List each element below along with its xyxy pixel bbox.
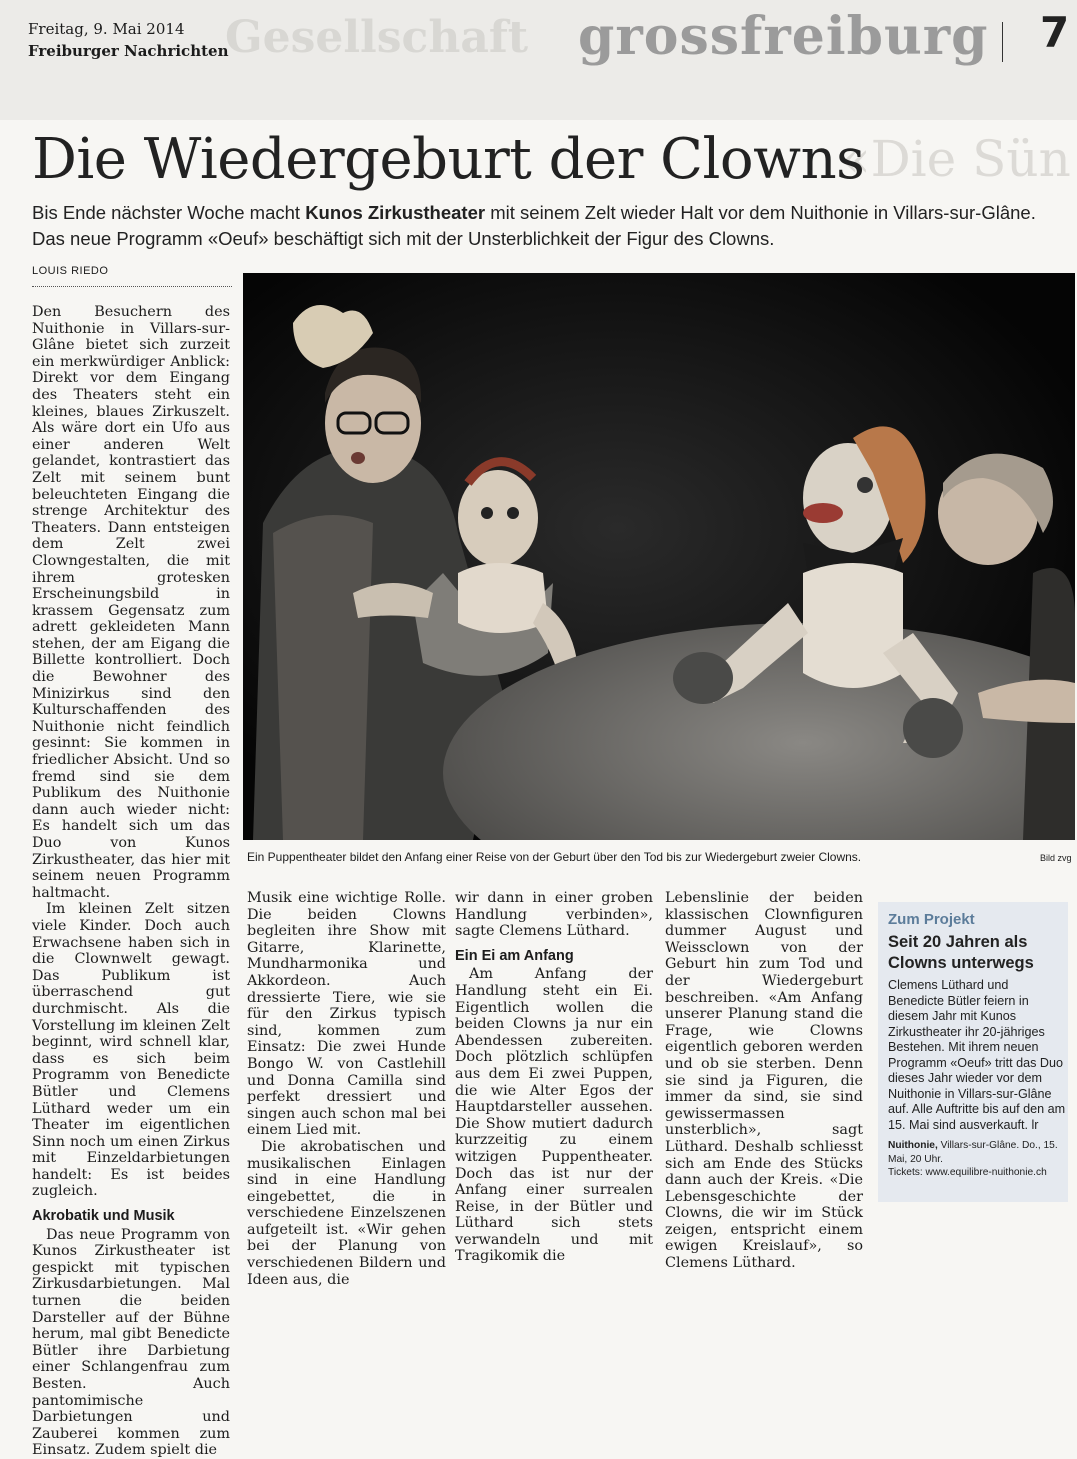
photo-credit: Bild zvg: [1040, 853, 1072, 863]
author-byline: LOUIS RIEDO: [32, 265, 109, 277]
subheading: Akrobatik und Musik: [32, 1208, 175, 1225]
paragraph: Den Besuchern des Nuithonie in Villars-sur-Glâne bietet sich zurzeit ein merkwürdiger Anblick: Direkt vor dem Eingang des Theaters steht ein kleines, blaues Zirkuszelt. Als wäre dort ein Ufo aus einer anderen Welt gelandet, kontrastiert das Zelt mit seinem bunt beleuchteten Eingang die strenge Architektur des Theaters. Dann entsteigen dem Zelt zwei Clowngestalten, die mit ihrem grotesken Erscheinungsbild in krassem Gegensatz zum adrett gekleideten Mann stehen, der am Eigang die Billette kontrolliert. Doch die Bewohner des Minizirkus sind den Kulturschaffenden des Nuithonie nicht feindlich gesinnt: Sie kommen in friedlicher Absicht. Und so fremd sind sie dem Publikum des Nuithonie dann auch wieder nicht: Es handelt sich um das Duo von Kunos Zirkustheater, das hier mit seinem neuen Programm haltmacht.: [32, 304, 230, 901]
article-column-3: [455, 890, 653, 1265]
issue-date: Freitag, 9. Mai 2014: [28, 20, 185, 38]
paragraph: Lebenslinie der beiden klassischen Clownfiguren dummer August und Weissclown von der Geburt hin zum Tod und der Wiedergeburt beschreiben. «Am Anfang unserer Planung stand die Frage, wie Clowns eigentlich geboren werden und ob sie sterben. Denn sie sind ja Figuren, die immer da sind, sie sind gewissermassen unsterblich», sagt Lüthard. Deshalb schliesst sich am Ende des Stücks dann auch der Kreis. «Die Lebensgeschichte der Clowns, die wir im Stück zeigen, entspricht einem ewigen Kreislauf», so Clemens Lüthard.: [665, 890, 863, 1272]
article-headline: Die Wiedergeburt der Clowns: [32, 127, 865, 192]
lead-highlight: Kunos Zirkustheater: [305, 202, 486, 223]
page-number: 7: [1040, 8, 1070, 57]
paragraph: Im kleinen Zelt sitzen viele Kinder. Doch auch Erwachsene haben sich in die Clownwelt gewagt. Das Publikum ist überraschend gut durchmischt. Als die Vorstellung im kleinen Zelt beginnt, wird schnell klar, dass es sich beim Programm von Benedicte Bütler und Clemens Lüthard weder um ein Theater im eigentlichen Sinn noch um einen Zirkus mit Einzeldarbietungen handelt: Es ist beides zugleich.: [32, 901, 230, 1200]
paragraph: Das neue Programm von Kunos Zirkustheater ist gespickt mit typischen Zirkusdarbietungen. Mal turnen die beiden Darsteller auf der Bühne herum, mal gibt Benedicte Bütler ihre Darbietung einer Schlangenfrau zum Besten. Auch pantomimische Darbietungen und Zauberei kommen zum Einsatz. Zudem spielt die: [32, 1226, 230, 1459]
bleed-through-text: Gesellschaft: [225, 12, 529, 63]
info-box-text: Clemens Lüthard und Benedicte Bütler feiern in diesem Jahr mit Kunos Zirkustheater ihr 20-jähriges Bestehen. Mit ihrem neuen Programm «Oeuf» tritt das Duo dieses Jahr wieder vor dem Nuithonie in Villars-sur-Glâne auf. Alle Auftritte bis auf den am 15. Mai sind ausverkauft. lr: [888, 978, 1066, 1132]
byline-rule: [32, 286, 232, 287]
photo-caption: Ein Puppentheater bildet den Anfang einer Reise von der Geburt über den Tod bis zur Wiedergeburt zweier Clowns.: [247, 850, 862, 864]
paragraph: Musik eine wichtige Rolle. Die beiden Clowns begleiten ihre Show mit Gitarre, Klarinette, Mundharmonika und Akkordeon. Auch dressierte Tiere, wie sie für den Zirkus typisch sind, kommen zum Einsatz: Die zwei Hunde Bongo W. von Castlehill und Donna Camilla sind perfekt dressiert und singen auch schon mal bei einem Lied mit.: [247, 890, 446, 1139]
newspaper-name: Freiburger Nachrichten: [28, 42, 229, 60]
paragraph: wir dann in einer groben Handlung verbinden», sagte Clemens Lüthard.: [455, 890, 653, 940]
subheading: Ein Ei am Anfang: [455, 947, 574, 964]
ticket-info: Tickets: www.equilibre-nuithonie.ch: [888, 1167, 1047, 1178]
article-photo: [243, 273, 1075, 840]
header-divider: [1002, 22, 1003, 62]
puppet-theater-photo: [243, 273, 1075, 840]
info-box-title: Seit 20 Jahren als Clowns unterwegs: [888, 933, 1034, 972]
paragraph: Am Anfang der Handlung steht ein Ei. Eigentlich wollen die beiden Clowns ja nur ein Abendessen zubereiten. Doch plötzlich schlüpfen aus dem Ei zwei Puppen, die wie Alter Egos der Hauptdarsteller aussehen. Die Show mutiert dadurch kurzzeitig zu einem witzigen Puppentheater. Doch das ist nur der Anfang einer surrealen Reise, in der Bütler und Lüthard sich stets verwandeln und mit Tragikomik die: [455, 966, 653, 1265]
event-details: Nuithonie, Villars-sur-Glâne. Do., 15. Mai, 20 Uhr. Tickets: www.equilibre-nuithonie.ch: [888, 1140, 1058, 1178]
info-box: [878, 902, 1068, 1202]
section-title: grossfreiburg: [578, 6, 989, 67]
article-column-4: [665, 890, 863, 1272]
venue-name: Nuithonie,: [888, 1140, 938, 1151]
info-box-kicker: Zum Projekt: [888, 911, 975, 928]
article-column-1: [32, 304, 230, 1459]
paragraph: Die akrobatischen und musikalischen Einlagen sind in eine Handlung eingebettet, die in verschiedene Einzelszenen aufgeteilt ist. «Wir gehen bei der Planung von verschiedenen Bildern und Ideen aus, die: [247, 1138, 446, 1288]
bleed-through-headline: «Die Sün: [840, 130, 1071, 188]
article-column-2: [247, 890, 446, 1288]
article-lead: Bis Ende nächster Woche macht Kunos Zirkustheater mit seinem Zelt wieder Halt vor dem Nuithonie in Villars-sur-Glâne. Das neue Programm «Oeuf» beschäftigt sich mit der Unsterblichkeit der Figur des Clowns.: [32, 202, 1036, 249]
